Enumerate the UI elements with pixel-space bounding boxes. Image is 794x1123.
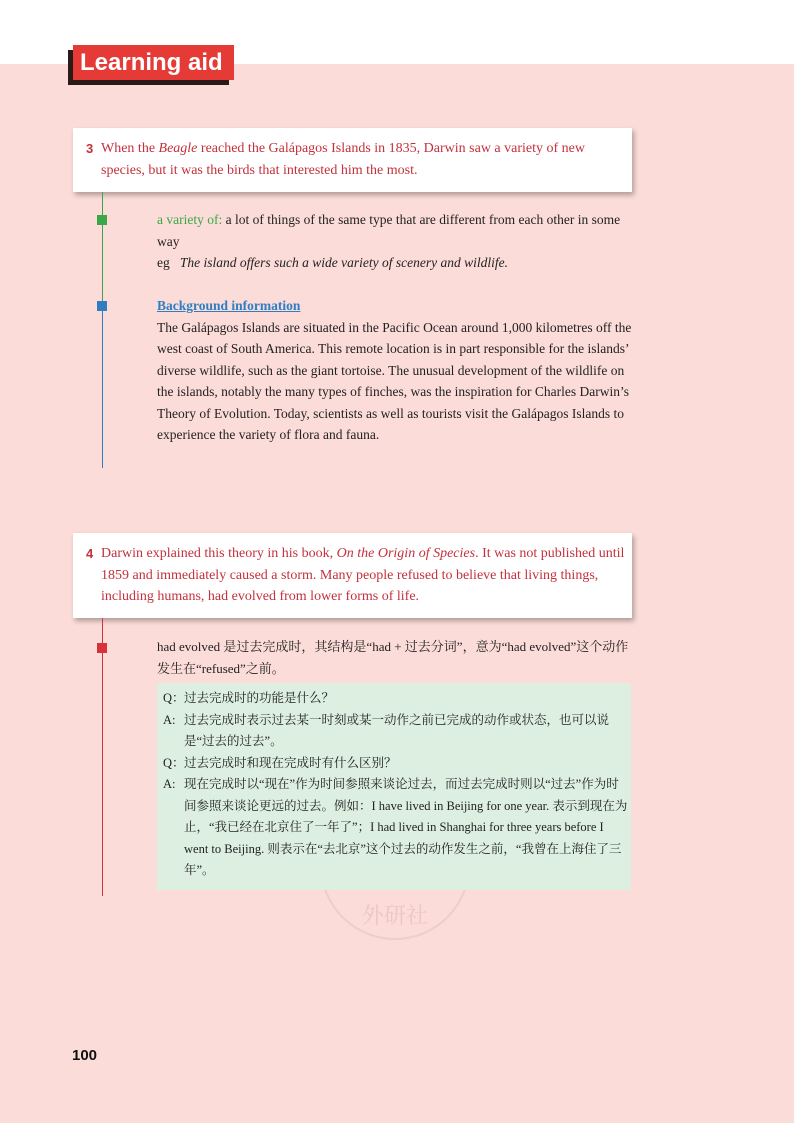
background-note	[157, 295, 635, 446]
qa-text: 过去完成时的功能是什么？	[184, 691, 335, 705]
ship-name: Beagle	[158, 141, 198, 156]
qa-text: 过去完成时表示过去某一时刻或某一动作之前已完成的动作或状态，也可以说是“过去的过去”。	[184, 712, 610, 748]
vocab-marker-icon	[97, 215, 107, 225]
section-title: Learning aid	[73, 45, 234, 80]
qa-question	[163, 753, 631, 775]
page-number: 100	[72, 1047, 98, 1064]
red-guide-line	[102, 618, 103, 896]
qa-answer	[163, 774, 631, 882]
qa-box	[157, 683, 631, 890]
background-heading: Background information	[157, 298, 301, 313]
eg-label: eg	[157, 255, 170, 270]
green-guide-line	[102, 192, 103, 302]
background-text: The Galápagos Islands are situated in the Pacific Ocean around 1,000 kilometres off the west coast of South America. This remote location is in part responsible for the islands’ diverse wildlife, such as the giant tortoise. The unusual development of the wildlife on the islands, notably the many types of finches, was the inspiration for Charles Darwin’s Theory of Evolution. Today, scientists as well as tourists visit the Galápagos Islands to experience the variety of flora and fauna.	[157, 319, 632, 442]
blue-guide-line	[102, 302, 103, 468]
qa-answer	[163, 710, 631, 753]
excerpt-text: . It was not published until 1859 and immediately caused a storm. Many people refused to believe that living things, including humans, had evolved from lower forms of life.	[101, 546, 625, 604]
item-number: 3	[86, 141, 94, 156]
text-excerpt-3	[73, 128, 632, 192]
qa-key: A:	[163, 777, 176, 791]
qa-question	[163, 688, 631, 710]
grammar-note: had evolved 是过去完成时，其结构是“had + 过去分词”，意为“had evolved”这个动作发生在“refused”之前。	[157, 639, 629, 676]
vocab-example: The island offers such a wide variety of scenery and wildlife.	[179, 255, 508, 270]
excerpt-text: Darwin explained this theory in his book,	[101, 546, 337, 561]
vocab-note	[157, 209, 635, 274]
qa-key: A:	[163, 712, 176, 727]
excerpt-text: reached the Galápagos Islands in 1835, Darwin saw a variety of new species, but it was the birds that interested him the most.	[101, 141, 585, 178]
qa-text: 现在完成时以“现在”作为时间参照来谈论过去，而过去完成时则以“过去”作为时间参照来谈论更远的过去。例如：I have lived in Beijing for one year. 表示到现在为止，“我已经在北京住了一年了”；I had lived in Shanghai for three years before I went to Beijing. 则表示在“去北京”这个过去的动作发生之前，“我曾在上海住了三年”。	[184, 777, 628, 877]
qa-key: Q：	[163, 755, 185, 770]
publisher-watermark: 外研社	[320, 790, 470, 940]
grammar-marker-icon	[97, 643, 107, 653]
vocab-definition: a lot of things of the same type that are different from each other in some way	[157, 212, 621, 249]
text-excerpt-4	[73, 533, 632, 618]
qa-key: Q：	[163, 691, 185, 705]
background-marker-icon	[97, 301, 107, 311]
item-number: 4	[86, 546, 94, 561]
qa-text: 过去完成时和现在完成时有什么区别？	[184, 755, 397, 770]
excerpt-text: When the	[101, 141, 159, 156]
vocab-term: a variety of:	[157, 212, 223, 227]
book-title: On the Origin of Species	[336, 546, 476, 561]
